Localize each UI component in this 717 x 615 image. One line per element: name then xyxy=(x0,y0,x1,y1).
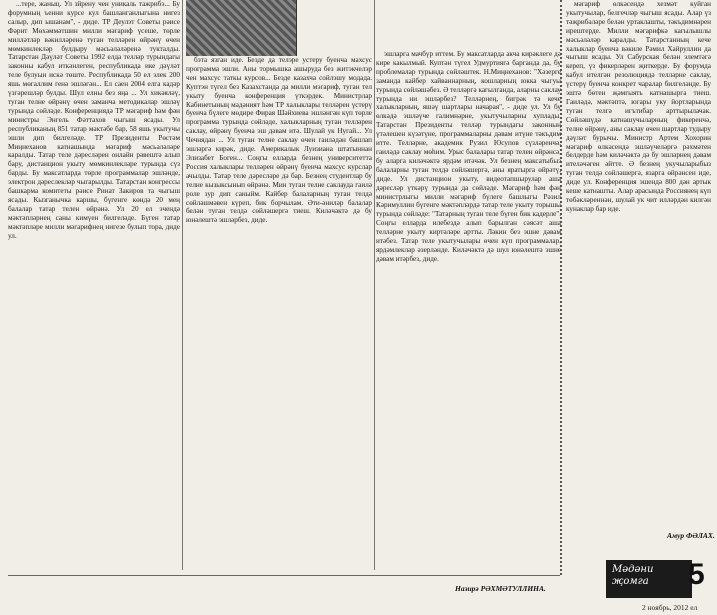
column-divider xyxy=(374,0,375,570)
author-signature-left: Назирә РӘХМӘТУЛЛИНА. xyxy=(455,584,546,593)
article-column-1 xyxy=(8,0,180,565)
column-divider xyxy=(182,0,183,570)
column-2-text: бэта язган иде. Безде да телэре устеру буенча махсус программа эшли. Аны тормышка ашыруда без житэкчелэр чен махсус таткы курсов... Безде казахча сойлэшу модада. Куптэн түгел без Казахстанда да милли мэгариф, туган тел укыту буенча конференция үткэрдек. Министрлар Кабинетының мәдәният һәм ТР халыклары телләрен үстерү буенча бүлеге мөдире Фирая Шәйхиева эшләнгән күп төрле программа турында сөйләде, халыкларның туган телләрен саклау, өйрәнү буенча эш дәвам итә. Шулай ук Нугай... Ул Чечнядан ... Ул туган телне саклау өчен гаиләдән башлап эшләргә кирәк, диде. Америкалык Луизиана штатыннан Элизабет Боген... Соңгы елларда безнең университетта Россия халыклары телләрен өйрәнү буенча махсус курслар ачылды. Татар теле дәресләре дә бар. Безнең студентлар бу телне кызыксынып өйрәнә. Мин туган телне саклауда гаилә роле зур дип саныйм. Кайбер балаларның туган телдә сөйләшмәвен күреп, бик борчылам. Әти-әниләр балалар белән туган телдә сөйләшергә тиеш. Киләчәктә дә бу юнәлештә эшләрбез, диде. xyxy=(186,56,372,225)
page-number: 5 xyxy=(688,558,705,591)
brand-line-2: җомга xyxy=(612,576,649,587)
column-3-text: эшларга мачбүр иттем. Бу максатларда акча кирәклеге дә кире какылмый. Куптән түгел Удмуртиягә барганда да, бу проблемалар турында сөйләштек. Н.Миңнеханов: "Хәзерге заманда кайбер хайваннарның, кошларның юкка чыгуы турында сөйләшәбез. Ә телләргә кагылганда, аларны саклау турында ни эшләрбез? Телләрнең, бигрәк тә кече халыкларның, яшәү шартлары начарая", - диде ул. Ул бу өлкәдә эшләүче галимнәрне, укытучыларны хуплады. Татарстан Президенты телләр турындагы законның үтәлешен күзәтүне, программаларны дәвам итүне тәкъдим итте. Телләрне, академик Рузил Юсупов сүзләренчә, гаиләдә саклау мөһим. Урыс балалары татар телен өйрәнсә, бу аларга киләчәктә ярдәм итәчәк. Ул безнең максатыбыз балаларны туган телдә сөйләшергә, аны яратырга өйрәтү, диде. Ул дистанцион укыту, видеотапшырулар аша дәресләр үткәрү турында да сөйләде. Мәгариф һәм фән министрлыгы милли мәгариф бүлеге башлыгы Рәзил Кәримуллин бүгенге мәктәпләрдә татар теле укыту торышы турында сөйләде: "Татарның туган теле бүген бик кадерле". Соңгы елларда илебездә алып барылган сәясәт аша телләрне укыту киртәләре артты. Ләкин без эшне дәвам итәбез. Татар теле укытучылары өчен күп программалар, ярдәмлекләр әзерләнде. Киләчәктә дә шул юнәлештә эшне дәвам итәрбез, диде. xyxy=(376,50,561,263)
issue-date: 2 ноябрь, 2012 ел xyxy=(642,603,698,612)
article-photo xyxy=(186,0,297,56)
newspaper-brand-badge xyxy=(606,560,692,598)
article-column-3 xyxy=(376,50,561,610)
column-4-text: мәгариф өлкәсендә хезмәт куйган укытучылар, белгечләр чыгыш ясады. Алар үз тәҗрибәләре белән уртаклашты, тәкъдимнәрен ирештерде. Милли мәгарифкә кагылышлы мәсьәләләр каралды. Татарстанның кече халыклар буенча вәкиле Рәмил Хайруллин да чыгыш ясады. Ул Сабурская белән элемтәгә кереп, үз фикерләрен җиткерде. Бу форумда кабул ителгән резолюциядә телләрне саклау, үстерү буенча конкрет чаралар билгеләнде. Бу эштә бөтен җәмгыять катнашырга тиеш. Гаиләдә, мәктәптә, югары уку йортларында туган телгә игътибар арттырылачак. Сөйләшүдә катнашучыларның фикеренчә, телне өйрәнү, аны саклау өчен шартлар тудыру дәүләт бурычы. Министр Артем Хохорин мәгариф өлкәсендә эшләүчеләргә рәхмәтен белдерде һәм киләчәктә дә бу эшләрнең дәвам ителәчәген әйтте. Ә безнең укучыларыбыз туган телдә сөйләшергә, язарга өйрәнсен иде, диде ул. Конференция эшендә 800 дән артык кеше катнашты. Алар арасында Россиянең күп төбәкләреннән, шулай ук чит илләрдән килгән кунаклар бар иде. xyxy=(566,0,711,213)
author-signature-right: Амур ФӘЛАХ. xyxy=(667,531,715,540)
article-column-2 xyxy=(186,56,372,615)
footer-rule xyxy=(8,575,560,576)
column-1-text: ...тере, жаныц. Ул зйрену чен уникаль тажрибэ... Бу форумның ъенни курсе кул башланганлыгына нигез салыр, дип ышанам", - диде. ТР Деулэт Советы рәисе Фәрит Мөхәммәтшин милли мәгариф үсеше, төрле милләтләр вәкилләренә туган телләрен өйрәнү өчен мөмкинлекләр булдыру мәсьәләләренә тукталды. Татарстан Дәүләт Советы 1992 елда телләр турындагы законны кабул иткәнлеген, республикада ике дәүләт теле булуын искә төште. Республикада 50 ел элек 200 яшь мөгаллим генә эшләгән... Ел саен 2004 елга кадәр үзгәрешләр булды. Шул елны без яңа ... Ул хикәяләү, туган телне өйрәнү өчен заманча методикалар эшләү турында сөйләде. Конференциядә ТР мәгариф һәм фән министры Энгель Фәттахов чыгыш ясады. Ул республиканың 851 татар мәктәбе бар, 58 яшь укытучы эшли дип билгеләде. ТР Президенты Рөстәм Миңнеханов катнашында мәгариф мәсьәләләре каралды. Татар теле дәресләрен онлайн рәвештә алып бару, дистанцион укыту мөмкинлекләре турында сүз барды. Бу максатларда төрле программалар эшләнде, электрон дәреслекләр чыгарылды. Татарстан конгрессы башкарма комитеты рәисе Ринат Закиров та чыгыш ясады. Кызганычка каршы, бүгенге көндә 20 мең балалар татар телен өйрәнә. Ул 20 ел эчендә мәктәпләрнең саны кимүен билгеләде. Бүген татар мәктәпләре милли мәгарифнең нигезе булып тора, диде ул. xyxy=(8,0,180,240)
brand-line-1: Мәдәни xyxy=(612,564,654,575)
article-column-4 xyxy=(566,0,711,540)
